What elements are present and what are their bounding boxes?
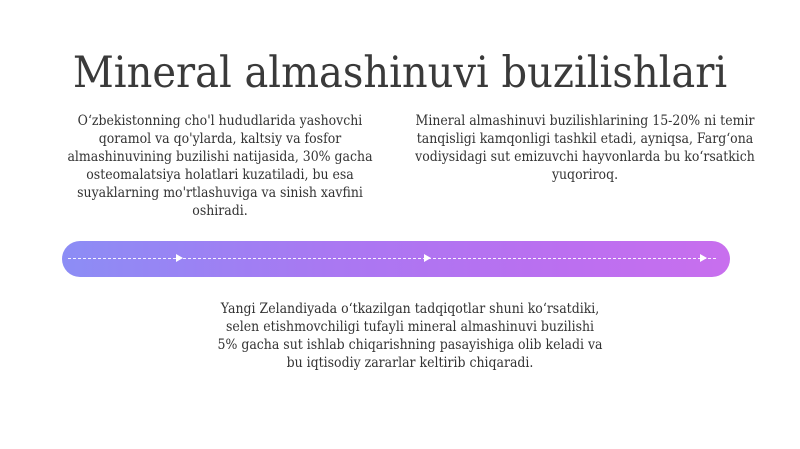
text-block-left: O‘zbekistonning cho'l hududlarida yashovchi qoramol va qo'ylarda, kaltsiy va fosfor almashinuvining buzilishi natijasida, 30% gacha osteomalatsiya holatlari kuzatiladi, bu esa suyaklarning mo'rtlashuviga va sinish xavfini oshiradi. (67, 113, 373, 219)
text-block-bottom: Yangi Zelandiyada o‘tkazilgan tadqiqotlar shuni ko‘rsatdiki, selen etishmovchiligi tufayli mineral almashinuvi buzilishi 5% gacha sut ishlab chiqarishning pasayishiga olib keladi va bu iqtisodiy zararlar keltirib chiqaradi. (217, 301, 603, 371)
page-title: Mineral almashinuvi buzilishlari (72, 47, 728, 98)
text-block-right: Mineral almashinuvi buzilishlarining 15-20% ni temir tanqisligi kamqonligi tashkil etadi, ayniqsa, Farg‘ona vodiysidagi sut emizuvchi hayvonlarda bu ko‘rsatkich yuqoriroq. (415, 113, 755, 183)
arrow-right-icon (424, 254, 431, 262)
timeline-bar (62, 241, 730, 277)
arrow-right-icon (700, 254, 707, 262)
arrow-right-icon (176, 254, 183, 262)
timeline-dashed-line (68, 258, 716, 259)
